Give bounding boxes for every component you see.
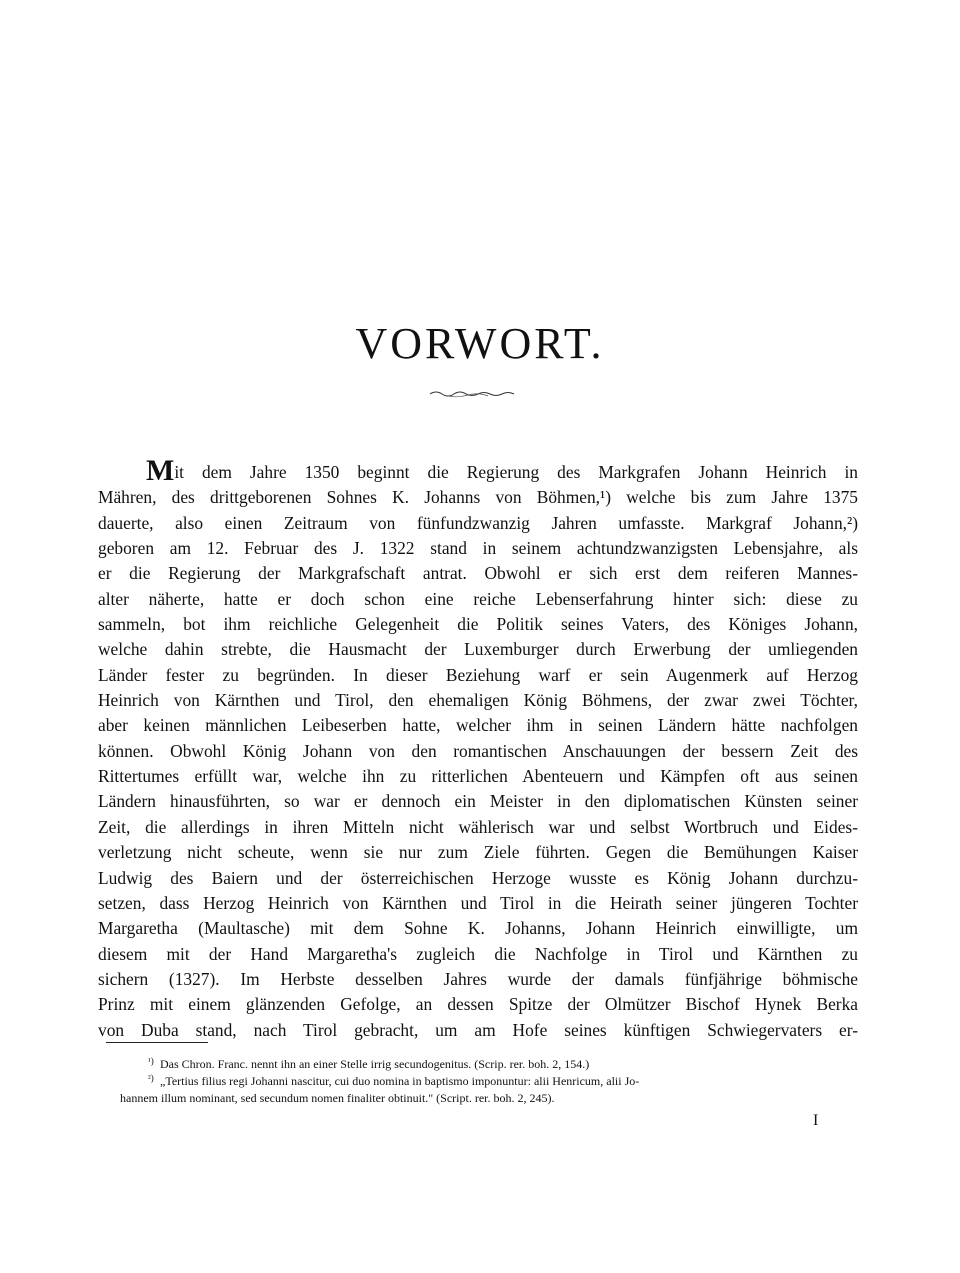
- body-line: Margaretha (Maultasche) mit dem Sohne K. Johanns, Johann Heinrich einwilligte, um: [98, 918, 858, 939]
- body-line: sammeln, bot ihm reichliche Gelegenheit die Politik seines Vaters, des Königes Johann,: [98, 614, 858, 635]
- body-line: welche dahin strebte, die Hausmacht der Luxemburger durch Erwerbung der umliegenden: [98, 639, 858, 660]
- body-line: Zeit, die allerdings in ihren Mitteln nicht wählerisch war und selbst Wortbruch und Eides-: [98, 816, 858, 837]
- signature-mark: I: [813, 1112, 819, 1129]
- body-line: Ludwig des Baiern und der österreichischen Herzoge wusste es König Johann durchzu-: [98, 867, 858, 888]
- body-line: alter näherte, hatte er doch schon eine reiche Lebenserfahrung hinter sich: diese zu: [98, 588, 858, 609]
- body-line: dauerte, also einen Zeitraum von fünfundzwanzig Jahren umfasste. Markgraf Johann,²): [98, 512, 858, 533]
- body-line: verletzung nicht scheute, wenn sie nur zum Ziele führten. Gegen die Bemühungen Kaiser: [98, 842, 858, 863]
- body-line: können. Obwohl König Johann von den romantischen Anschauungen der bessern Zeit des: [98, 740, 858, 761]
- body-line: Ländern hinausführten, so war er dennoch ein Meister in den diplomatischen Künsten seiner: [98, 791, 858, 812]
- body-paragraph: [98, 454, 858, 1043]
- body-line: Prinz mit einem glänzenden Gefolge, an dessen Spitze der Olmützer Bischof Hynek Berka: [98, 994, 858, 1015]
- body-line: Mit dem Jahre 1350 beginnt die Regierung des Markgrafen Johann Heinrich in: [146, 454, 858, 487]
- body-line: sichern (1327). Im Herbste desselben Jahres wurde der damals fünfjährige böhmische: [98, 968, 858, 989]
- body-line: Heinrich von Kärnthen und Tirol, den ehemaligen König Böhmens, der zwar zwei Töchter,: [98, 690, 858, 711]
- footnote-mark: ¹): [148, 1056, 154, 1066]
- page-title: VORWORT.: [355, 319, 605, 368]
- body-line: setzen, dass Herzog Heinrich von Kärnthen und Tirol in die Heirath seiner jüngeren Tochter: [98, 892, 858, 913]
- footnote-text: Das Chron. Franc. nennt ihn an einer Stelle irrig secundogenitus. (Scrip. rer. boh. 2, 154.): [160, 1057, 590, 1071]
- footnote-1: [148, 1056, 860, 1073]
- drop-cap: M: [146, 454, 175, 487]
- body-line: von Duba stand, nach Tirol gebracht, um am Hofe seines künftigen Schwiegervaters er-: [98, 1019, 858, 1040]
- body-line: Länder fester zu begründen. In dieser Beziehung warf er sein Augenmerk auf Herzog: [98, 664, 858, 685]
- title-ornament-icon: [428, 388, 516, 400]
- footnote-divider: [106, 1042, 208, 1043]
- body-line: geboren am 12. Februar des J. 1322 stand in seinem achtundzwanzigsten Lebensjahre, als: [98, 538, 858, 559]
- body-line: aber keinen männlichen Leibeserben hatte, welcher ihm in seinen Ländern hätte nachfolgen: [98, 715, 858, 736]
- body-line: Rittertumes erfüllt war, welche ihn zu ritterlichen Abenteuern und Kämpfen oft aus seinen: [98, 766, 858, 787]
- footnote-text: „Tertius filius regi Johanni nascitur, cui duo nomina in baptismo imponuntur: alii Henricum, alii Jo-: [160, 1074, 640, 1088]
- footnote-2: [148, 1073, 860, 1090]
- body-line: diesem mit der Hand Margaretha's zugleich die Nachfolge in Tirol und Kärnthen zu: [98, 943, 858, 964]
- footnote-mark: ²): [148, 1073, 154, 1083]
- body-line: er die Regierung der Markgrafschaft antrat. Obwohl er sich erst dem reiferen Mannes-: [98, 563, 858, 584]
- footnote-2-continuation: hannem illum nominant, sed secundum nomen finaliter obtinuit." (Script. rer. boh. 2, 245).: [120, 1091, 555, 1105]
- body-line: Mähren, des drittgeborenen Sohnes K. Johanns von Böhmen,¹) welche bis zum Jahre 1375: [98, 487, 858, 508]
- footnotes: [120, 1056, 860, 1107]
